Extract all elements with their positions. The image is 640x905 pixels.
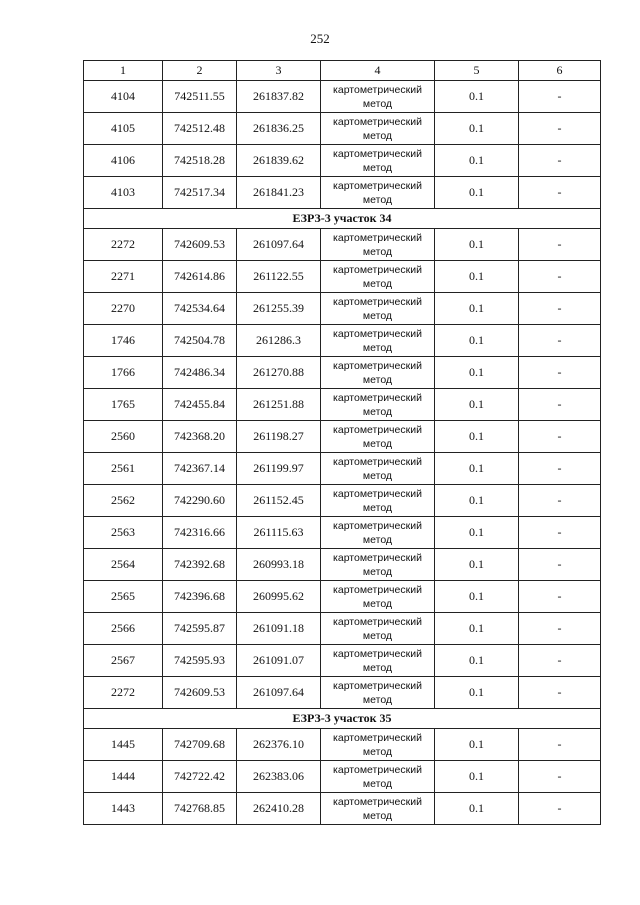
x-coordinate-cell: 742595.93	[163, 645, 237, 677]
y-coordinate-cell: 261270.88	[237, 357, 321, 389]
y-coordinate-cell: 261837.82	[237, 81, 321, 113]
accuracy-cell: 0.1	[435, 145, 519, 177]
method-line1: картометрический	[333, 327, 422, 340]
point-number-cell: 2270	[84, 293, 163, 325]
point-number-cell: 4106	[84, 145, 163, 177]
method-cell	[321, 581, 435, 613]
x-coordinate-cell: 742517.34	[163, 177, 237, 209]
table-row	[84, 549, 601, 581]
point-number-cell: 1765	[84, 389, 163, 421]
point-number-cell: 2272	[84, 229, 163, 261]
method-line1: картометрический	[333, 487, 422, 500]
x-coordinate-cell: 742534.64	[163, 293, 237, 325]
table-row	[84, 229, 601, 261]
table-row	[84, 645, 601, 677]
note-cell: -	[519, 761, 601, 793]
method-line2: метод	[362, 533, 393, 546]
point-number-cell: 2564	[84, 549, 163, 581]
table-row	[84, 357, 601, 389]
method-line2: метод	[362, 629, 393, 642]
point-number-cell: 2560	[84, 421, 163, 453]
x-coordinate-cell: 742511.55	[163, 81, 237, 113]
point-number-cell: 4104	[84, 81, 163, 113]
method-cell	[321, 293, 435, 325]
x-coordinate-cell: 742595.87	[163, 613, 237, 645]
table-row	[84, 113, 601, 145]
header-cell: 4	[321, 61, 435, 81]
accuracy-cell: 0.1	[435, 729, 519, 761]
method-line2: метод	[362, 193, 393, 206]
note-cell: -	[519, 357, 601, 389]
method-line2: метод	[362, 129, 393, 142]
method-line2: метод	[362, 661, 393, 674]
x-coordinate-cell: 742609.53	[163, 677, 237, 709]
section-header-row	[84, 709, 601, 729]
y-coordinate-cell: 261122.55	[237, 261, 321, 293]
x-coordinate-cell: 742455.84	[163, 389, 237, 421]
accuracy-cell: 0.1	[435, 549, 519, 581]
table-row	[84, 325, 601, 357]
note-cell: -	[519, 177, 601, 209]
method-line2: метод	[362, 809, 393, 822]
table-row	[84, 613, 601, 645]
method-line1: картометрический	[333, 231, 422, 244]
method-cell	[321, 517, 435, 549]
accuracy-cell: 0.1	[435, 325, 519, 357]
method-line2: метод	[362, 745, 393, 758]
point-number-cell: 2561	[84, 453, 163, 485]
section-header-row	[84, 209, 601, 229]
point-number-cell: 4105	[84, 113, 163, 145]
method-line1: картометрический	[333, 147, 422, 160]
note-cell: -	[519, 729, 601, 761]
x-coordinate-cell: 742518.28	[163, 145, 237, 177]
point-number-cell: 1746	[84, 325, 163, 357]
method-line1: картометрический	[333, 551, 422, 564]
method-cell	[321, 485, 435, 517]
accuracy-cell: 0.1	[435, 293, 519, 325]
method-line2: метод	[362, 437, 393, 450]
x-coordinate-cell: 742512.48	[163, 113, 237, 145]
y-coordinate-cell: 261841.23	[237, 177, 321, 209]
y-coordinate-cell: 261255.39	[237, 293, 321, 325]
point-number-cell: 1444	[84, 761, 163, 793]
table-row	[84, 145, 601, 177]
note-cell: -	[519, 485, 601, 517]
table-row	[84, 729, 601, 761]
y-coordinate-cell: 261097.64	[237, 677, 321, 709]
note-cell: -	[519, 613, 601, 645]
accuracy-cell: 0.1	[435, 421, 519, 453]
method-line1: картометрический	[333, 615, 422, 628]
point-number-cell: 2272	[84, 677, 163, 709]
x-coordinate-cell: 742722.42	[163, 761, 237, 793]
note-cell: -	[519, 645, 601, 677]
method-line2: метод	[362, 777, 393, 790]
y-coordinate-cell: 261199.97	[237, 453, 321, 485]
note-cell: -	[519, 389, 601, 421]
header-cell: 1	[84, 61, 163, 81]
y-coordinate-cell: 262383.06	[237, 761, 321, 793]
table-row	[84, 485, 601, 517]
note-cell: -	[519, 229, 601, 261]
table-row	[84, 261, 601, 293]
y-coordinate-cell: 260993.18	[237, 549, 321, 581]
method-line2: метод	[362, 469, 393, 482]
point-number-cell: 1766	[84, 357, 163, 389]
method-line2: метод	[362, 97, 393, 110]
accuracy-cell: 0.1	[435, 517, 519, 549]
table-row	[84, 389, 601, 421]
y-coordinate-cell: 261097.64	[237, 229, 321, 261]
method-line1: картометрический	[333, 391, 422, 404]
point-number-cell: 1445	[84, 729, 163, 761]
y-coordinate-cell: 262410.28	[237, 793, 321, 825]
method-line2: метод	[362, 501, 393, 514]
x-coordinate-cell: 742614.86	[163, 261, 237, 293]
x-coordinate-cell: 742392.68	[163, 549, 237, 581]
accuracy-cell: 0.1	[435, 389, 519, 421]
y-coordinate-cell: 261198.27	[237, 421, 321, 453]
accuracy-cell: 0.1	[435, 613, 519, 645]
note-cell: -	[519, 81, 601, 113]
x-coordinate-cell: 742709.68	[163, 729, 237, 761]
method-cell	[321, 761, 435, 793]
method-cell	[321, 421, 435, 453]
point-number-cell: 2563	[84, 517, 163, 549]
y-coordinate-cell: 261091.07	[237, 645, 321, 677]
x-coordinate-cell: 742768.85	[163, 793, 237, 825]
point-number-cell: 2565	[84, 581, 163, 613]
method-cell	[321, 389, 435, 421]
method-line1: картометрический	[333, 647, 422, 660]
y-coordinate-cell: 260995.62	[237, 581, 321, 613]
method-line1: картометрический	[333, 359, 422, 372]
method-line1: картометрический	[333, 455, 422, 468]
y-coordinate-cell: 261836.25	[237, 113, 321, 145]
method-cell	[321, 453, 435, 485]
note-cell: -	[519, 293, 601, 325]
method-line1: картометрический	[333, 583, 422, 596]
method-cell	[321, 81, 435, 113]
method-line1: картометрический	[333, 83, 422, 96]
table-row	[84, 581, 601, 613]
note-cell: -	[519, 145, 601, 177]
y-coordinate-cell: 261286.3	[237, 325, 321, 357]
method-cell	[321, 677, 435, 709]
method-line1: картометрический	[333, 179, 422, 192]
method-cell	[321, 113, 435, 145]
y-coordinate-cell: 262376.10	[237, 729, 321, 761]
point-number-cell: 2567	[84, 645, 163, 677]
point-number-cell: 2566	[84, 613, 163, 645]
method-line1: картометрический	[333, 263, 422, 276]
method-line2: метод	[362, 245, 393, 258]
x-coordinate-cell: 742316.66	[163, 517, 237, 549]
accuracy-cell: 0.1	[435, 761, 519, 793]
method-cell	[321, 729, 435, 761]
accuracy-cell: 0.1	[435, 677, 519, 709]
header-cell: 3	[237, 61, 321, 81]
accuracy-cell: 0.1	[435, 229, 519, 261]
table-row	[84, 421, 601, 453]
method-cell	[321, 145, 435, 177]
x-coordinate-cell: 742368.20	[163, 421, 237, 453]
accuracy-cell: 0.1	[435, 485, 519, 517]
method-cell	[321, 177, 435, 209]
note-cell: -	[519, 113, 601, 145]
accuracy-cell: 0.1	[435, 81, 519, 113]
table-row	[84, 761, 601, 793]
table-row	[84, 793, 601, 825]
point-number-cell: 1443	[84, 793, 163, 825]
method-cell	[321, 793, 435, 825]
table-row	[84, 293, 601, 325]
method-cell	[321, 229, 435, 261]
note-cell: -	[519, 793, 601, 825]
header-cell: 6	[519, 61, 601, 81]
table-row	[84, 517, 601, 549]
coordinates-table	[83, 60, 601, 825]
table-body	[84, 81, 601, 825]
note-cell: -	[519, 325, 601, 357]
header-cell: 5	[435, 61, 519, 81]
method-line2: метод	[362, 405, 393, 418]
method-line1: картометрический	[333, 423, 422, 436]
method-line2: метод	[362, 341, 393, 354]
x-coordinate-cell: 742504.78	[163, 325, 237, 357]
method-cell	[321, 645, 435, 677]
x-coordinate-cell: 742396.68	[163, 581, 237, 613]
method-cell	[321, 613, 435, 645]
method-line1: картометрический	[333, 763, 422, 776]
method-line1: картометрический	[333, 519, 422, 532]
table-row	[84, 453, 601, 485]
note-cell: -	[519, 517, 601, 549]
y-coordinate-cell: 261152.45	[237, 485, 321, 517]
accuracy-cell: 0.1	[435, 793, 519, 825]
table-row	[84, 177, 601, 209]
note-cell: -	[519, 581, 601, 613]
accuracy-cell: 0.1	[435, 261, 519, 293]
x-coordinate-cell: 742367.14	[163, 453, 237, 485]
method-cell	[321, 357, 435, 389]
method-line1: картометрический	[333, 731, 422, 744]
method-line1: картометрический	[333, 115, 422, 128]
method-line2: метод	[362, 161, 393, 174]
method-line2: метод	[362, 693, 393, 706]
note-cell: -	[519, 549, 601, 581]
table-row	[84, 677, 601, 709]
accuracy-cell: 0.1	[435, 581, 519, 613]
method-cell	[321, 325, 435, 357]
point-number-cell: 2271	[84, 261, 163, 293]
x-coordinate-cell: 742290.60	[163, 485, 237, 517]
note-cell: -	[519, 677, 601, 709]
method-line1: картометрический	[333, 295, 422, 308]
method-line1: картометрический	[333, 795, 422, 808]
accuracy-cell: 0.1	[435, 357, 519, 389]
method-line1: картометрический	[333, 679, 422, 692]
header-cell: 2	[163, 61, 237, 81]
method-line2: метод	[362, 277, 393, 290]
x-coordinate-cell: 742609.53	[163, 229, 237, 261]
point-number-cell: 2562	[84, 485, 163, 517]
page-number: 252	[310, 31, 330, 46]
method-line2: метод	[362, 597, 393, 610]
y-coordinate-cell: 261115.63	[237, 517, 321, 549]
y-coordinate-cell: 261251.88	[237, 389, 321, 421]
note-cell: -	[519, 453, 601, 485]
accuracy-cell: 0.1	[435, 645, 519, 677]
note-cell: -	[519, 261, 601, 293]
note-cell: -	[519, 421, 601, 453]
x-coordinate-cell: 742486.34	[163, 357, 237, 389]
section-title: ЕЗРЗ-3 участок 34	[84, 209, 601, 229]
point-number-cell: 4103	[84, 177, 163, 209]
method-line2: метод	[362, 373, 393, 386]
accuracy-cell: 0.1	[435, 453, 519, 485]
accuracy-cell: 0.1	[435, 113, 519, 145]
method-line2: метод	[362, 309, 393, 322]
section-title: ЕЗРЗ-3 участок 35	[84, 709, 601, 729]
method-cell	[321, 261, 435, 293]
table-row	[84, 81, 601, 113]
accuracy-cell: 0.1	[435, 177, 519, 209]
y-coordinate-cell: 261091.18	[237, 613, 321, 645]
y-coordinate-cell: 261839.62	[237, 145, 321, 177]
method-cell	[321, 549, 435, 581]
header-row	[84, 61, 601, 81]
method-line2: метод	[362, 565, 393, 578]
